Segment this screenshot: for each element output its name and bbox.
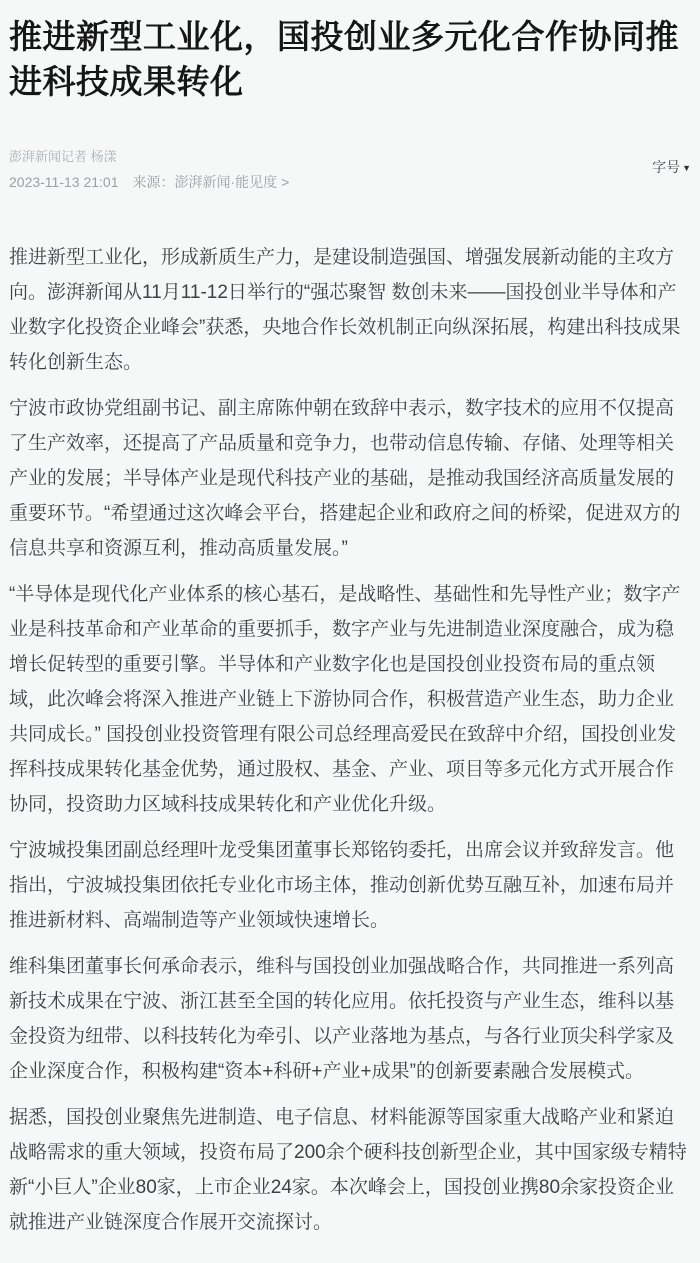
- article-paragraph-5: 维科集团董事长何承命表示，维科与国投创业加强战略合作，共同推进一系列高新技术成果在宁波、浙江甚至全国的转化应用。依托投资与产业生态，维科以基金投资为纽带、以科技转化为牵引、以产业落地为基点，与各行业顶尖科学家及企业深度合作，积极构建“资本+科研+产业+成果”的创新要素融合发展模式。: [9, 956, 675, 1082]
- article-paragraph-4: 宁波城投集团副总经理叶龙受集团董事长郑铭钧委托，出席会议并致辞发言。他指出，宁波城投集团依托专业化市场主体，推动创新优势互融互补，加速布局并推进新材料、高端制造等产业领域快速增长。: [9, 840, 675, 931]
- article-paragraph-1: 推进新型工业化，形成新质生产力，是建设制造强国、增强发展新动能的主攻方向。澎湃新闻从11月11-12日举行的“强芯聚智 数创未来——国投创业半导体和产业数字化投资企业峰会”获悉，央地合作长效机制正向纵深拓展，构建出科技成果转化创新生态。: [9, 247, 681, 373]
- article-paragraph-2: 宁波市政协党组副书记、副主席陈仲朝在致辞中表示，数字技术的应用不仅提高了生产效率，还提高了产品质量和竞争力，也带动信息传输、存储、处理等相关产业的发展；半导体产业是现代科技产业的基础，是推动我国经济高质量发展的重要环节。“希望通过这次峰会平台，搭建起企业和政府之间的桥梁，促进双方的信息共享和资源互利，推动高质量发展。”: [9, 398, 681, 559]
- article-paragraph-6: 据悉，国投创业聚焦先进制造、电子信息、材料能源等国家重大战略产业和紧迫战略需求的重大领域，投资布局了200余个硬科技创新型企业，其中国家级专精特新“小巨人”企业80家，上市企业24家。本次峰会上，国投创业携80余家投资企业就推进产业链深度合作展开交流探讨。: [9, 1107, 687, 1233]
- font-size-label: 字号: [652, 159, 681, 175]
- article-body: [9, 240, 691, 1240]
- font-size-control[interactable]: [652, 157, 691, 191]
- article-title: 推进新型工业化，国投创业多元化合作协同推进科技成果转化: [9, 18, 679, 100]
- source-arrow-icon: >: [281, 174, 290, 190]
- source-label: 来源：: [132, 174, 175, 190]
- publish-time: 2023-11-13 21:01: [9, 174, 119, 190]
- dateline: [9, 173, 289, 191]
- article-header: [9, 14, 691, 191]
- meta-block: [9, 148, 289, 191]
- meta-row: [9, 148, 691, 191]
- article-paragraph-3: “半导体是现代化产业体系的核心基石，是战略性、基础性和先导性产业；数字产业是科技革命和产业革命的重要抓手，数字产业与先进制造业深度融合，成为稳增长促转型的重要引擎。半导体和产业数字化也是国投创业投资布局的重点领域，此次峰会将深入推进产业链上下游协同合作，积极营造产业生态，助力企业共同成长。” 国投创业投资管理有限公司总经理高爱民在致辞中介绍，国投创业发挥科技成果转化基金优势，通过股权、基金、产业、项目等多元化方式开展合作协同，投资助力区域科技成果转化和产业优化升级。: [9, 584, 681, 815]
- source-link[interactable]: 澎湃新闻·能见度: [174, 174, 278, 190]
- article-byline: 澎湃新闻记者 杨漾: [9, 149, 117, 164]
- caret-down-icon: ▼: [682, 163, 691, 173]
